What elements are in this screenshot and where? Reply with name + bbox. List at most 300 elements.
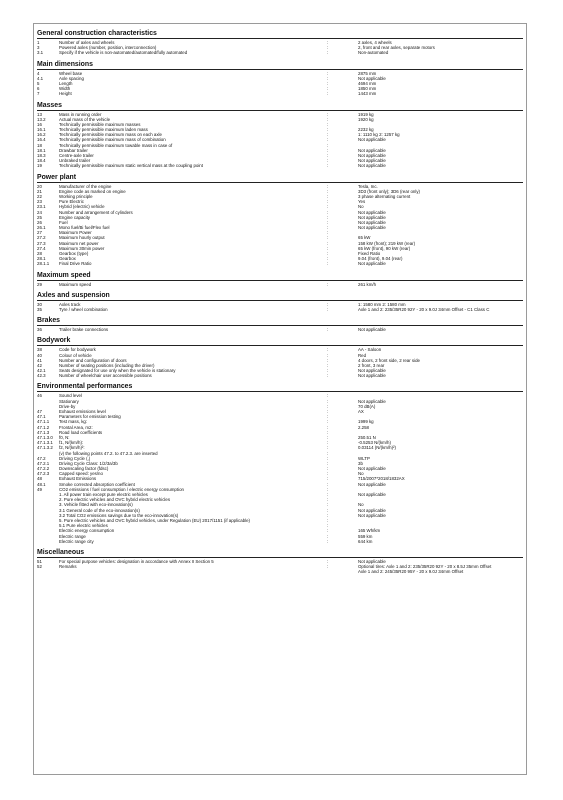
spec-value: Not applicable xyxy=(358,163,386,169)
spec-label: Maximum 30min power xyxy=(59,245,105,251)
spec-number: 13.2 xyxy=(37,116,46,122)
separator-colon: : xyxy=(327,209,329,215)
spec-value: 9.04 (front), 9.04 (rear) xyxy=(358,256,403,262)
spec-label: Maximum hourly output xyxy=(59,235,105,241)
separator-colon: : xyxy=(327,225,329,231)
separator-colon: : xyxy=(327,193,329,199)
section-gap xyxy=(37,378,523,381)
spec-number: 18 xyxy=(37,142,42,148)
separator-colon: : xyxy=(327,481,329,487)
spec-label: 1. All power train except pure electric vehicles xyxy=(59,492,148,497)
spec-number: 21 xyxy=(37,188,42,194)
spec-label: Technically permissible maximum mass of combination xyxy=(59,137,166,143)
spec-number: 28 xyxy=(37,251,42,256)
separator-colon: : xyxy=(327,116,329,122)
spec-value: Non-automated xyxy=(358,50,389,56)
spec-number: 51 xyxy=(37,558,42,564)
section-gap xyxy=(37,332,523,335)
separator-colon: : xyxy=(327,75,329,81)
spec-label: Technically permissible maximum mass on each axle xyxy=(59,132,162,138)
spec-value: Not applicable xyxy=(358,214,386,220)
spec-row xyxy=(37,373,523,378)
spec-number: 47.1.3.1 xyxy=(37,440,53,446)
separator-colon: : xyxy=(327,403,329,409)
spec-number: 40 xyxy=(37,352,42,358)
spec-number: 42.3 xyxy=(37,373,46,379)
spec-label: Electric energy consumption xyxy=(59,528,115,534)
separator-colon: : xyxy=(327,357,329,363)
spec-label: Electric range xyxy=(59,533,86,539)
section xyxy=(37,173,523,270)
spec-label: CO2 emissions / fuel consumption / electric energy consumption xyxy=(59,486,184,492)
spec-number: 26 xyxy=(37,219,42,225)
spec-value: No xyxy=(358,502,364,508)
spec-label: 3.1 General code of the eco-innovation(s) xyxy=(59,507,140,513)
separator-colon: : xyxy=(327,251,329,256)
separator-colon: : xyxy=(327,373,329,379)
separator-colon: : xyxy=(327,517,329,523)
spec-number: 47.1.3 xyxy=(37,429,50,435)
separator-colon: : xyxy=(327,528,329,534)
spec-number: 28.1 xyxy=(37,256,46,262)
section xyxy=(37,271,523,290)
spec-label: Number of seating positions (including the driver) xyxy=(59,362,155,368)
separator-colon: : xyxy=(327,419,329,425)
spec-label: Exhaust Emissions xyxy=(59,476,97,482)
spec-value: Not applicable xyxy=(358,327,386,333)
spec-number: 41 xyxy=(37,357,42,363)
spec-number: 27 xyxy=(37,230,42,236)
separator-colon: : xyxy=(327,86,329,92)
separator-colon: : xyxy=(327,80,329,86)
spec-number: 47.1 xyxy=(37,414,46,420)
section-title: Axles and suspension xyxy=(37,291,523,301)
spec-value: 2232 kg xyxy=(358,127,374,133)
spec-value: -0.5253 N/(km/h) xyxy=(358,440,391,446)
spec-number: 47.1.1 xyxy=(37,419,50,425)
separator-colon: : xyxy=(327,523,329,529)
spec-label: Technically permissible maximum towable mass in case of xyxy=(59,142,173,148)
spec-number: 42.1 xyxy=(37,368,46,374)
section-title: Maximum speed xyxy=(37,271,523,281)
separator-colon: : xyxy=(327,281,329,287)
separator-colon: : xyxy=(327,486,329,492)
section xyxy=(37,291,523,315)
separator-colon: : xyxy=(327,538,329,544)
spec-number: 48 xyxy=(37,476,42,482)
separator-colon: : xyxy=(327,512,329,518)
spec-number: 47.2 xyxy=(37,455,46,461)
separator-colon: : xyxy=(327,466,329,472)
spec-value: 4 doors, 2 front side, 2 rear side xyxy=(358,357,420,363)
separator-colon: : xyxy=(327,111,329,117)
spec-label: Height xyxy=(59,91,72,97)
spec-label: Maximum Power xyxy=(59,230,92,236)
spec-value: Not applicable xyxy=(358,398,386,404)
spec-value: 1: 1580 mm 2: 1580 mm xyxy=(358,301,406,307)
spec-label: Frontal Area, m2: xyxy=(59,424,93,430)
spec-number: 47.2.1 xyxy=(37,460,50,466)
spec-number: 49 xyxy=(37,486,42,492)
spec-label: Downscaling factor (fdsc) xyxy=(59,466,109,472)
section-title: Main dimensions xyxy=(37,60,523,70)
separator-colon: : xyxy=(327,219,329,225)
spec-label: f1, N/(km/h): xyxy=(59,440,84,446)
spec-label: Technically permissible maximum masses xyxy=(59,121,141,127)
spec-number: 27.4 xyxy=(37,245,46,251)
spec-value: Not applicable xyxy=(358,512,386,518)
spec-number: 18.4 xyxy=(37,158,46,164)
spec-value: 2 axles, 4 wheels xyxy=(358,40,392,45)
section xyxy=(37,60,523,100)
separator-colon: : xyxy=(327,199,329,205)
section-title: Miscellaneous xyxy=(37,548,523,558)
spec-row xyxy=(37,261,523,266)
spec-label: Axle spacing xyxy=(59,75,84,81)
spec-label: Working principle xyxy=(59,193,93,199)
spec-label: 5. Pure electric vehicles and OVC hybrid vehicles, under Regulation (EU) 2017/1151 (if applicable) xyxy=(59,517,251,523)
spec-number: 42 xyxy=(37,362,42,368)
spec-value: Not applicable xyxy=(358,466,386,472)
spec-number: 47.2.2 xyxy=(37,466,50,472)
spec-row xyxy=(37,564,523,574)
spec-label: Driving Cycle (,) xyxy=(59,455,91,461)
spec-value: Tesla, Inc. xyxy=(358,183,378,189)
spec-number: 52 xyxy=(37,564,42,570)
spec-value: 165 Wh/km xyxy=(358,528,381,534)
separator-colon: : xyxy=(327,455,329,461)
spec-value: 2 front, 3 rear xyxy=(358,362,385,368)
separator-colon: : xyxy=(327,414,329,420)
separator-colon: : xyxy=(327,507,329,513)
spec-number: 28.1.1 xyxy=(37,261,50,267)
spec-value: Yes xyxy=(358,199,366,205)
spec-row xyxy=(37,307,523,312)
spec-value: Not applicable xyxy=(358,481,386,487)
spec-number: 35 xyxy=(37,306,42,312)
section xyxy=(37,316,523,335)
spec-label: Wheel base xyxy=(59,70,83,76)
spec-label: Remarks xyxy=(59,564,77,570)
spec-value: 250.51 N xyxy=(358,434,376,440)
section-title: Environmental performances xyxy=(37,382,523,392)
separator-colon: : xyxy=(327,261,329,267)
spec-label: Electric range city xyxy=(59,538,94,544)
spec-value: Fixed Ratio xyxy=(358,251,381,256)
separator-colon: : xyxy=(327,558,329,564)
spec-label: Exhaust emissions level xyxy=(59,409,106,414)
spec-value: Not applicable xyxy=(358,137,386,143)
spec-value: Red xyxy=(358,352,367,358)
separator-colon: : xyxy=(327,306,329,312)
spec-row xyxy=(37,539,523,544)
spec-value: 1: 1110 kg 2: 1257 kg xyxy=(358,132,400,138)
spec-label: Number and configuration of doors xyxy=(59,357,127,363)
separator-colon: : xyxy=(327,158,329,164)
separator-colon: : xyxy=(327,409,329,414)
separator-colon: : xyxy=(327,564,329,570)
separator-colon: : xyxy=(327,398,329,404)
separator-colon: : xyxy=(327,429,329,435)
spec-number: 7 xyxy=(37,91,40,97)
spec-label: Colour of vehicle xyxy=(59,352,92,358)
spec-label: Seats designated for use only when the vehicle is stationary xyxy=(59,368,176,374)
spec-number: 47.1.3.2 xyxy=(37,445,53,451)
spec-value: 65 kW xyxy=(358,235,371,241)
spec-label: Centre-axle trailer xyxy=(59,153,94,158)
spec-value: AX xyxy=(358,409,364,414)
spec-number: 1 xyxy=(37,40,40,45)
spec-label: Axles track xyxy=(59,301,81,307)
spec-number: 47.2.3 xyxy=(37,471,50,477)
separator-colon: : xyxy=(327,188,329,194)
spec-label: Smoke corrected absorption coefficient xyxy=(59,481,135,487)
spec-value: 559 km xyxy=(358,533,373,539)
spec-value: Not applicable xyxy=(358,492,386,497)
spec-number: 16.1 xyxy=(37,127,46,133)
spec-label: (v) the following points 47.2. to 47.2.3. are inserted xyxy=(59,450,158,456)
spec-number: 4.1 xyxy=(37,75,44,81)
spec-label: Drive-by xyxy=(59,403,76,409)
spec-label: Road load coefficients xyxy=(59,429,103,435)
separator-colon: : xyxy=(327,230,329,236)
spec-value: Not applicable xyxy=(358,219,386,225)
spec-value: Not applicable xyxy=(358,558,386,564)
spec-number: 29 xyxy=(37,281,42,287)
spec-row xyxy=(37,91,523,96)
spec-value: 1919 kg xyxy=(358,111,374,117)
spec-value: 2.258 xyxy=(358,424,369,430)
spec-value: Not applicable xyxy=(358,507,386,513)
spec-number: 3.1 xyxy=(37,50,44,56)
spec-number: 47 xyxy=(37,409,42,414)
spec-label: Hybrid (electric) vehicle xyxy=(59,204,105,210)
spec-value: Not applicable xyxy=(358,368,386,374)
section xyxy=(37,101,523,172)
spec-number: 25 xyxy=(37,214,42,220)
spec-label: Test mass, kg: xyxy=(59,419,88,425)
section-gap xyxy=(37,574,523,577)
separator-colon: : xyxy=(327,476,329,482)
separator-colon: : xyxy=(327,147,329,153)
separator-colon: : xyxy=(327,533,329,539)
spec-value: No xyxy=(358,204,364,210)
spec-number: 24 xyxy=(37,209,42,215)
separator-colon: : xyxy=(327,137,329,143)
spec-value: No xyxy=(358,471,364,477)
spec-label: Capped speed: yes/no xyxy=(59,471,103,477)
spec-label: Technically permissible maximum static vertical mass at the coupling point xyxy=(59,163,203,169)
spec-label: Engine capacity xyxy=(59,214,90,220)
section-title: General construction characteristics xyxy=(37,29,523,39)
spec-number: 6 xyxy=(37,86,40,92)
spec-label: For special purpose vehicles: designation in accordance with Annex II Section 5 xyxy=(59,558,214,564)
spec-value: Not applicable xyxy=(358,373,386,379)
spec-label: 5.1 Pure electric vehicles xyxy=(59,523,108,529)
spec-value: AA - Saloon xyxy=(358,347,382,353)
spec-row xyxy=(37,50,523,55)
separator-colon: : xyxy=(327,132,329,138)
spec-number: 47.1.3.0 xyxy=(37,434,53,440)
separator-colon: : xyxy=(327,362,329,368)
separator-colon: : xyxy=(327,153,329,158)
spec-label: Number of axles and wheels xyxy=(59,40,115,45)
spec-value: 158 kW (front); 219 kW (rear) xyxy=(358,240,416,246)
spec-label: Width xyxy=(59,86,71,92)
spec-value: 2875 mm xyxy=(358,70,377,76)
spec-number: 23 xyxy=(37,199,42,205)
section-gap xyxy=(37,56,523,59)
spec-label: Mass in running order xyxy=(59,111,102,117)
spec-row xyxy=(37,327,523,332)
spec-value: Not applicable xyxy=(358,158,386,164)
separator-colon: : xyxy=(327,471,329,477)
spec-value: 1999 kg xyxy=(358,419,374,425)
separator-colon: : xyxy=(327,256,329,262)
separator-colon: : xyxy=(327,40,329,45)
spec-label: Maximum net power xyxy=(59,240,99,246)
section-gap xyxy=(37,287,523,290)
spec-number: 16.4 xyxy=(37,137,46,143)
separator-colon: : xyxy=(327,502,329,508)
spec-row xyxy=(37,163,523,168)
spec-number: 48.1 xyxy=(37,481,46,487)
spec-value: Not applicable xyxy=(358,225,386,231)
spec-number: 36 xyxy=(37,327,42,333)
spec-value: Not applicable xyxy=(358,147,386,153)
spec-label: f2, N/(km/h)²: xyxy=(59,445,85,451)
spec-label: Fuel xyxy=(59,219,68,225)
spec-number: 3 xyxy=(37,45,40,51)
spec-label: Maximum speed xyxy=(59,281,92,287)
spec-label: Gearbox (type) xyxy=(59,251,89,256)
separator-colon: : xyxy=(327,445,329,451)
separator-colon: : xyxy=(327,393,329,399)
section-title: Bodywork xyxy=(37,336,523,346)
spec-label: Engine code as marked on engine xyxy=(59,188,126,194)
spec-value: 3b xyxy=(358,460,363,466)
spec-value: 644 km xyxy=(358,538,373,544)
spec-number: 47.1.2 xyxy=(37,424,50,430)
spec-label: Sound level xyxy=(59,393,82,399)
separator-colon: : xyxy=(327,214,329,220)
spec-label: Mono fuel/Bi fuel/Flex fuel xyxy=(59,225,110,231)
spec-value: Not applicable xyxy=(358,261,386,267)
spec-value: 3D3 (front only); 3D6 (rear only) xyxy=(358,188,420,194)
spec-value: Axle 1 and 2: 235/35R20 92Y - 20 x 9.0J 34mm Offset - C1 Class C xyxy=(358,306,490,312)
spec-number: 5 xyxy=(37,80,40,86)
spec-value: 70 dB(A) xyxy=(358,403,376,409)
spec-label: Trailer brake connections xyxy=(59,327,109,333)
separator-colon: : xyxy=(327,347,329,353)
separator-colon: : xyxy=(327,163,329,169)
spec-label: Final Drive Ratio xyxy=(59,261,92,267)
spec-number: 38 xyxy=(37,347,42,353)
section xyxy=(37,336,523,381)
spec-number: 27.3 xyxy=(37,240,46,246)
separator-colon: : xyxy=(327,327,329,333)
spec-label: 2. Pure electric vehicles and OVC hybrid electric vehicles xyxy=(59,497,171,503)
section-title: Masses xyxy=(37,101,523,111)
spec-label: Powered axles (number, position, interconnection) xyxy=(59,45,157,51)
spec-label: Gearbox xyxy=(59,256,76,262)
separator-colon: : xyxy=(327,142,329,148)
section-title: Brakes xyxy=(37,316,523,326)
spec-value: WLTP xyxy=(358,455,370,461)
spec-value: 65 kW (front), 90 kW (rear) xyxy=(358,245,411,251)
spec-label: f0, N: xyxy=(59,434,70,440)
separator-colon: : xyxy=(327,450,329,456)
separator-colon: : xyxy=(327,245,329,251)
separator-colon: : xyxy=(327,183,329,189)
spec-label: Parameters for emission testing xyxy=(59,414,121,420)
spec-label: Length xyxy=(59,80,73,86)
spec-label: Tyre / wheel combination xyxy=(59,306,108,312)
spec-number: 13 xyxy=(37,111,42,117)
spec-label: Actual mass of the vehicle xyxy=(59,116,111,122)
spec-value: 1443 mm xyxy=(358,91,377,97)
separator-colon: : xyxy=(327,91,329,97)
spec-value: 261 km/h xyxy=(358,281,377,287)
spec-number: 46 xyxy=(37,393,42,399)
spec-value: 1850 mm xyxy=(358,86,377,92)
spec-number: 16.2 xyxy=(37,132,46,138)
section xyxy=(37,382,523,546)
section xyxy=(37,548,523,578)
spec-number: 22 xyxy=(37,193,42,199)
spec-label: Manufacturer of the engine xyxy=(59,183,112,189)
spec-label: Driving Cycle Class: 1/2/3a/3b xyxy=(59,460,118,466)
spec-label: Specify if the vehicle is non-automated/automated/fully automated xyxy=(59,50,188,56)
spec-number: 18.3 xyxy=(37,153,46,158)
separator-colon: : xyxy=(327,45,329,51)
spec-value: Optional tires: Axle 1 and 2: 235/35R20 92Y - 20 x 8.5J 35mm Offset Axle 1 and 2: 245/35R20 95Y - 20 x 9.0J 34mm Offset xyxy=(358,564,492,575)
spec-number: 30 xyxy=(37,301,42,307)
separator-colon: : xyxy=(327,127,329,133)
spec-number: 18.1 xyxy=(37,147,46,153)
section xyxy=(37,29,523,59)
separator-colon: : xyxy=(327,50,329,56)
spec-value: Not applicable xyxy=(358,209,386,215)
spec-value: 0.03114 (N/(km/h)²) xyxy=(358,445,396,451)
separator-colon: : xyxy=(327,434,329,440)
spec-value: 3 phase alternating current xyxy=(358,193,411,199)
section-gap xyxy=(37,267,523,270)
separator-colon: : xyxy=(327,497,329,503)
separator-colon: : xyxy=(327,352,329,358)
spec-value: 4694 mm xyxy=(358,80,377,86)
section-title: Power plant xyxy=(37,173,523,183)
spec-value: Not applicable xyxy=(358,75,386,81)
spec-number: 19 xyxy=(37,163,42,169)
spec-label: 3. Vehicle fitted with eco-innovation(s) xyxy=(59,502,133,508)
spec-row xyxy=(37,282,523,287)
spec-number: 26.1 xyxy=(37,225,46,231)
spec-label: Code for bodywork xyxy=(59,347,96,353)
spec-value: 1920 kg xyxy=(358,116,374,122)
spec-label: Stationary xyxy=(59,398,79,404)
spec-number: 4 xyxy=(37,70,40,76)
spec-value: 715/2007*2018/1832AX xyxy=(358,476,405,482)
separator-colon: : xyxy=(327,240,329,246)
separator-colon: : xyxy=(327,70,329,76)
spec-value: Not applicable xyxy=(358,153,386,158)
spec-label: Technically permissible maximum laden mass xyxy=(59,127,148,133)
section-gap xyxy=(37,312,523,315)
separator-colon: : xyxy=(327,204,329,210)
separator-colon: : xyxy=(327,368,329,374)
separator-colon: : xyxy=(327,424,329,430)
